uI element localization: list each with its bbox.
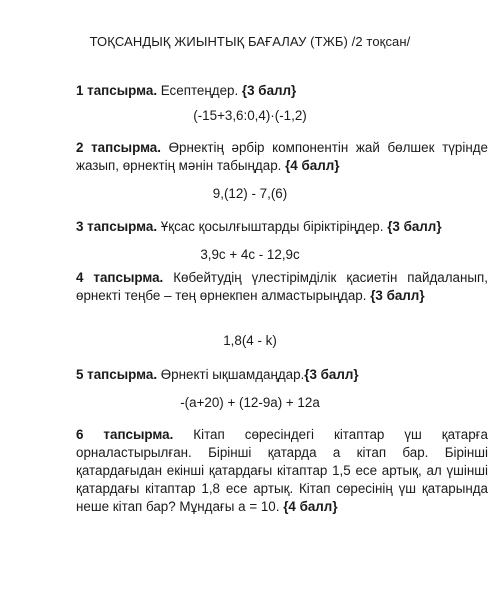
task-1 [76,82,456,100]
task-5-label: 5 тапсырма. [76,367,158,382]
task-6-label: 6 тапсырма. [76,427,174,442]
task-4-label: 4 тапсырма. [76,270,164,285]
task-3-points: {3 балл} [387,219,442,234]
task-4-formula: 1,8(4 - k) [223,333,277,348]
page-title: ТОҚСАНДЫҚ ЖИЫНТЫҚ БАҒАЛАУ (ТЖБ) /2 тоқсан/ [89,34,411,49]
task-3-formula: 3,9c + 4c - 12,9c [200,247,300,262]
task-4-text: Көбейтудің үлестірімділік қасиетін пайдаланып, өрнекті теңбе – тең өрнекпен алмастырыңдар. [76,270,488,303]
task-4-points: {3 балл} [370,288,425,303]
task-5 [76,366,456,384]
task-2-points: {4 балл} [285,158,340,173]
task-5-formula: -(a+20) + (12-9a) + 12a [180,395,320,410]
task-2 [44,139,488,175]
task-1-text: Есептеңдер. [157,83,242,98]
task-3-label: 3 тапсырма. [76,219,158,234]
task-4 [44,269,488,305]
task-5-text: Өрнекті ықшамдаңдар. [157,367,305,382]
task-1-formula: (-15+3,6:0,4)·(-1,2) [193,108,307,123]
task-1-label: 1 тапсырма. [76,83,158,98]
task-2-text: Өрнектің әрбір компонентін жай бөлшек түрінде жазып, өрнектің мәнін табыңдар. [76,140,488,173]
task-2-label: 2 тапсырма. [76,140,161,155]
task-6-points: {4 балл} [283,499,338,514]
task-3 [76,218,456,236]
task-6 [44,426,488,516]
task-2-formula: 9,(12) - 7,(6) [212,186,288,201]
task-5-points: {3 балл} [304,367,359,382]
task-3-text: Ұқсас қосылғыштарды біріктіріңдер. [157,219,388,234]
task-1-points: {3 балл} [241,83,297,98]
task-6-text: Кітап сөресіндегі кітаптар үш қатарға орналастырылған. Бірінші қатарда а кітап бар. Бірінші қатардағыдан екінші қатардағы кітаптар 1,5 есе артық, ал үшінші қатардағы кітаптар 1,8 есе артық. Кітап сөресінің үш қатарында неше кітап бар? Мұндағы а = 10. [76,427,488,514]
